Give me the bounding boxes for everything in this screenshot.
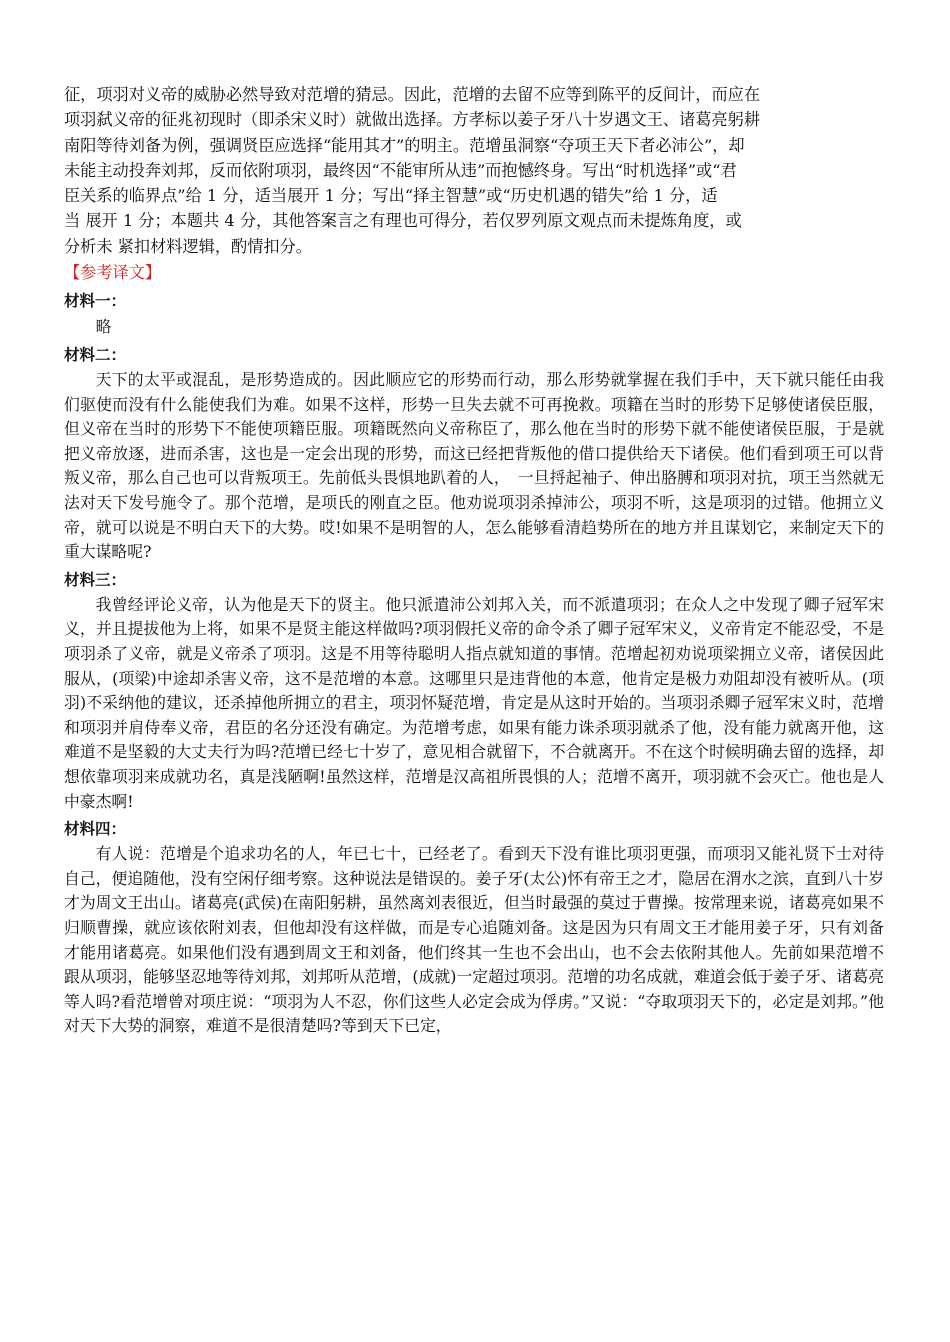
material-three xyxy=(64,569,884,814)
intro-line: 分析未 紧扣材料逻辑，酌情扣分。 xyxy=(64,236,312,256)
material-one xyxy=(64,290,884,340)
intro-line: 当 展开 1 分；本题共 4 分，其他答案言之有理也可得分，若仅罗列原文观点而未提炼角度，或 xyxy=(64,211,742,231)
intro-line: 征，项羽对义帝的威胁必然导致对范增的猜忌。因此，范增的去留不应等到陈平的反间计，而应在 xyxy=(64,85,761,104)
material-text: 天下的太平或混乱，是形势造成的。因此顺应它的形势而行动，那么形势就掌握在我们手中，天下就只能任由我们驱使而没有什么能使我们为难。如果不这样，形势一旦失去就不可再挽救。项籍在当时的形势下足够使诸侯臣服，但义帝在当时的形势下不能使项籍臣服。项籍既然向义帝称臣了，那么他在当时的形势下就不能使诸侯臣服，于是就把义帝放逐，进而杀害，这也是一定会出现的形势，而这已经把背叛他的借口提供给天下诸侯。他们看到项王可以背叛义帝，那么自己也可以背叛项王。先前低头畏惧地趴着的人， 一旦捋起袖子、伸出胳膊和项羽对抗，项王当然就无法对天下发号施令了。那个范增，是项氏的刚直之臣。他劝说项羽杀掉沛公，项羽不听，这是项羽的过错。他拥立义帝，就可以说是不明白天下的大势。哎!如果不是明智的人，怎么能够看清趋势所在的地方并且谋划它，来制定天下的重大谋略呢? xyxy=(64,370,884,562)
intro-line: 南阳等待刘备为例，强调贤臣应选择“能用其才”的明主。范增虽洞察“夺项王天下者必沛公”，却 xyxy=(64,135,745,155)
answer-analysis xyxy=(64,82,884,259)
material-text: 有人说：范增是个追求功名的人，年已七十，已经老了。看到天下没有谁比项羽更强，而项羽又能礼贤下士对待自己，便追随他，没有空闲仔细考察。这种说法是错误的。姜子牙(太公)怀有帝王之才，隐居在渭水之滨，直到八十岁才为周文王出山。诸葛亮(武侯)在南阳躬耕，虽然离刘表很近，但当时最强的莫过于曹操。按常理来说，诸葛亮如果不归顺曹操，就应该依附刘表，但他却没有这样做，而是专心追随刘备。这是因为只有周文王才能用姜子牙，只有刘备才能用诸葛亮。如果他们没有遇到周文王和刘备，他们终其一生也不会出山，也不会去依附其他人。先前如果范增不跟从项羽，能够坚忍地等待刘邦，刘邦听从范增，(成就)一定超过项羽。范增的功名成就，难道会低于姜子牙、诸葛亮等人吗?看范增曾对项庄说：“项羽为人不忍，你们这些人必定会成为俘虏。”又说：“夺取项羽天下的，必定是刘邦。”他对天下大势的洞察，难道不是很清楚吗?等到天下已定， xyxy=(64,844,884,1036)
intro-line: 未能主动投奔刘邦，反而依附项羽，最终因“不能审所从违”而抱憾终身。写出“时机选择”或“君 xyxy=(64,160,737,180)
material-title: 材料三： xyxy=(64,570,127,589)
material-title: 材料四： xyxy=(64,820,127,839)
material-text: 我曾经评论义帝，认为他是天下的贤主。他只派遣沛公刘邦入关，而不派遣项羽；在众人之中发现了卿子冠军宋义，并且提拔他为上将，如果不是贤主能这样做吗?项羽假托义帝的命令杀了卿子冠军宋义，义帝肯定不能忍受，不是项羽杀了义帝，就是义帝杀了项羽。这是不用等待聪明人指点就知道的事情。范增起初劝说项梁拥立义帝，诸侯因此服从，(项梁)中途却杀害义帝，这不是范增的本意。这哪里只是违背他的本意，他肯定是极力劝阻却没有被听从。(项羽)不采纳他的建议，还杀掉他所拥立的君主，项羽怀疑范增，肯定是从这时开始的。当项羽杀卿子冠军宋义时，范增和项羽并肩侍奉义帝，君臣的名分还没有确定。为范增考虑，如果有能力诛杀项羽就杀了他，没有能力就离开他，这难道不是坚毅的大丈夫行为吗?范增已经七十岁了，意见相合就留下，不合就离开。不在这个时候明确去留的选择，却想依靠项羽来成就功名，真是浅陋啊!虽然这样，范增是汉高祖所畏惧的人；范增不离开，项羽就不会灭亡。他也是人中豪杰啊! xyxy=(64,594,884,811)
material-four xyxy=(64,818,884,1039)
material-two xyxy=(64,344,884,565)
intro-line: 项羽弑义帝的征兆初现时（即杀宋义时）就做出选择。方孝标以姜子牙八十岁遇文王、诸葛亮躬耕 xyxy=(64,110,761,130)
material-title: 材料一： xyxy=(64,292,127,311)
intro-line: 臣关系的临界点”给 1 分，适当展开 1 分；写出“择主智慧”或“历史机遇的错失”给 1 分，适 xyxy=(64,186,718,206)
material-text: 略 xyxy=(95,317,112,337)
reference-translation-title: 【参考译文】 xyxy=(64,263,162,283)
material-title: 材料二： xyxy=(64,346,127,365)
